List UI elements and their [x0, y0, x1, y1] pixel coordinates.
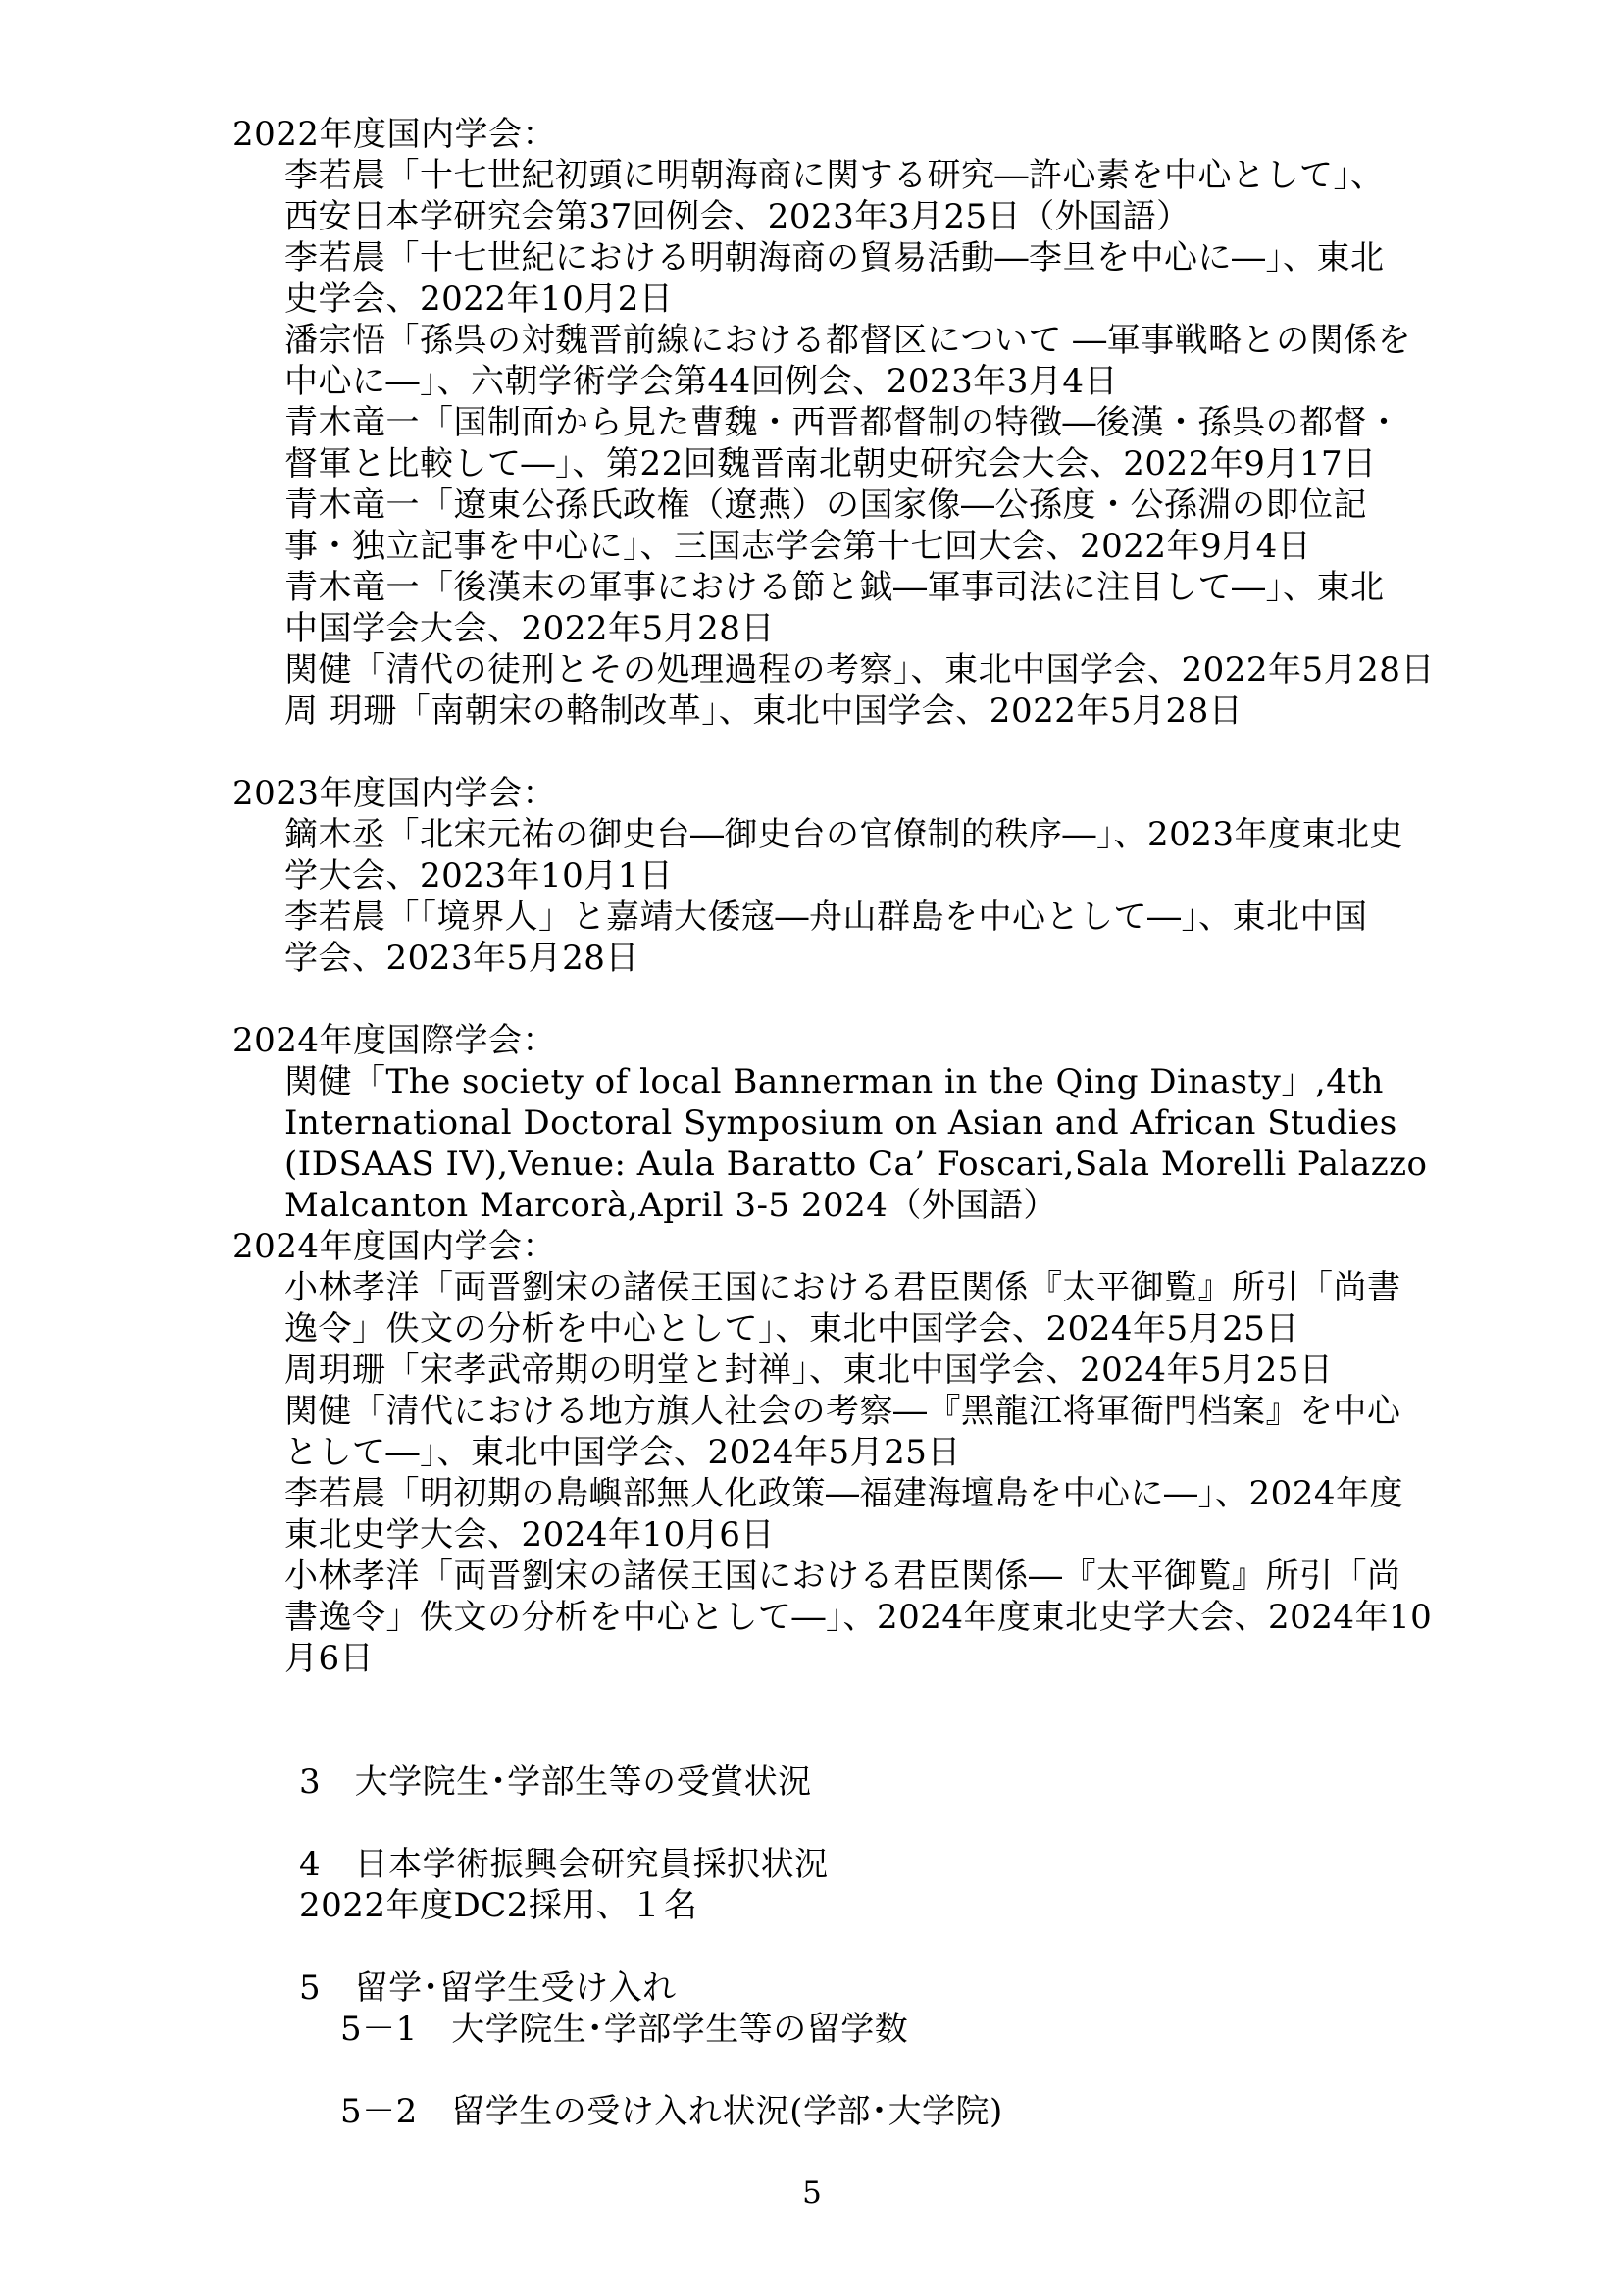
- entry-line: 学会、2023年5月28日: [284, 939, 639, 978]
- blank-line: [0, 1803, 1624, 1844]
- entry-line: 史学会、2022年10月2日: [284, 280, 674, 319]
- list-item: 3 大学院生･学部生等の受賞状況: [299, 1762, 812, 1802]
- entry-line: 李若晨「十七世紀初頭に明朝海商に関する研究―許心素を中心として」、: [284, 156, 1385, 195]
- blank-line: [0, 1679, 1624, 1720]
- entry-line: 周 玥珊「南朝宋の輅制改革」、東北中国学会、2022年5月28日: [284, 691, 1243, 731]
- entry-line: 青木竜一「後漢末の軍事における節と鉞―軍事司法に注目して―」、東北: [284, 568, 1385, 607]
- entry-line: 西安日本学研究会第37回例会、2023年3月25日（外国語）: [284, 197, 1191, 236]
- entry-line: (IDSAAS IV),Venue: Aula Baratto Ca’ Foscari,Sala Morelli Palazzo: [284, 1145, 1428, 1184]
- entry-line: 東北史学大会、2024年10月6日: [284, 1515, 775, 1555]
- entry-line: 逸令」佚文の分析を中心として」、東北中国学会、2024年5月25日: [284, 1309, 1299, 1349]
- page-number: 5: [802, 2175, 822, 2211]
- entry-line: 中心に―」、六朝学術学会第44回例会、2023年3月4日: [284, 362, 1119, 401]
- list-item: 4 日本学術振興会研究員採択状況: [299, 1845, 829, 1884]
- section-header: 2023年度国内学会：: [232, 774, 557, 813]
- list-item: 2022年度DC2採用、１名: [299, 1886, 698, 1925]
- entry-line: 関健「清代における地方旗人社会の考察―『黑龍江将軍衙門档案』を中心: [284, 1392, 1401, 1431]
- entry-line: 鏑木丞「北宋元祐の御史台―御史台の官僚制的秩序―」、2023年度東北史: [284, 815, 1404, 854]
- entry-line: 事・独立記事を中心に」、三国志学会第十七回大会、2022年9月4日: [284, 527, 1312, 566]
- entry-line: 小林孝洋「両晋劉宋の諸侯王国における君臣関係『太平御覧』所引「尚書: [284, 1268, 1401, 1307]
- entry-line: 李若晨「「境界人」と嘉靖大倭寇―舟山群島を中心として―」、東北中国: [284, 897, 1368, 937]
- blank-line: [0, 979, 1624, 1020]
- section-header: 2024年度国際学会：: [232, 1021, 557, 1060]
- entry-line: 李若晨「十七世紀における明朝海商の貿易活動―李旦を中心に―」、東北: [284, 238, 1385, 278]
- entry-line: 潘宗悟「孫呉の対魏晋前線における都督区について ―軍事戦略との関係を: [284, 321, 1412, 360]
- entry-line: 青木竜一「遼東公孫氏政権（遼燕）の国家像―公孫度・公孫淵の即位記: [284, 485, 1367, 525]
- entry-line: 月6日: [284, 1639, 375, 1678]
- entry-line: 中国学会大会、2022年5月28日: [284, 609, 775, 648]
- entry-line: 青木竜一「国制面から見た曹魏・西晋都督制の特徴―後漢・孫呉の都督・: [284, 403, 1401, 442]
- entry-line: 督軍と比較して―」、第22回魏晋南北朝史研究会大会、2022年9月17日: [284, 444, 1377, 484]
- entry-line: 学大会、2023年10月1日: [284, 856, 674, 895]
- entry-line: 書逸令」佚文の分析を中心として―」、2024年度東北史学大会、2024年10: [284, 1598, 1433, 1637]
- entry-line: International Doctoral Symposium on Asian and African Studies: [284, 1103, 1397, 1143]
- entry-line: 李若晨「明初期の島嶼部無人化政策―福建海壇島を中心に―」、2024年度: [284, 1474, 1404, 1513]
- list-item: 5－2 留学生の受け入れ状況(学部･大学院): [340, 2092, 1003, 2131]
- blank-line: [0, 1926, 1624, 1967]
- list-item: 5－1 大学院生･学部学生等の留学数: [340, 2010, 909, 2049]
- section-header: 2022年度国内学会：: [232, 115, 557, 154]
- entry-line: として―」、東北中国学会、2024年5月25日: [284, 1433, 961, 1472]
- entry-line: 周玥珊「宋孝武帝期の明堂と封禅」、東北中国学会、2024年5月25日: [284, 1351, 1334, 1390]
- entry-line: 関健「清代の徒刑とその処理過程の考察」、東北中国学会、2022年5月28日: [284, 650, 1435, 689]
- blank-line: [0, 732, 1624, 773]
- entry-line: 小林孝洋「両晋劉宋の諸侯王国における君臣関係―『太平御覧』所引「尚: [284, 1556, 1401, 1596]
- entry-line: Malcanton Marcorà,April 3-5 2024（外国語）: [284, 1186, 1057, 1225]
- blank-line: [0, 2050, 1624, 2091]
- section-header: 2024年度国内学会：: [232, 1227, 557, 1266]
- list-item: 5 留学･留学生受け入れ: [299, 1968, 677, 2008]
- blank-line: [0, 1720, 1624, 1761]
- entry-line: 関健「The society of local Bannerman in the Qing Dinasty」,4th: [284, 1062, 1384, 1101]
